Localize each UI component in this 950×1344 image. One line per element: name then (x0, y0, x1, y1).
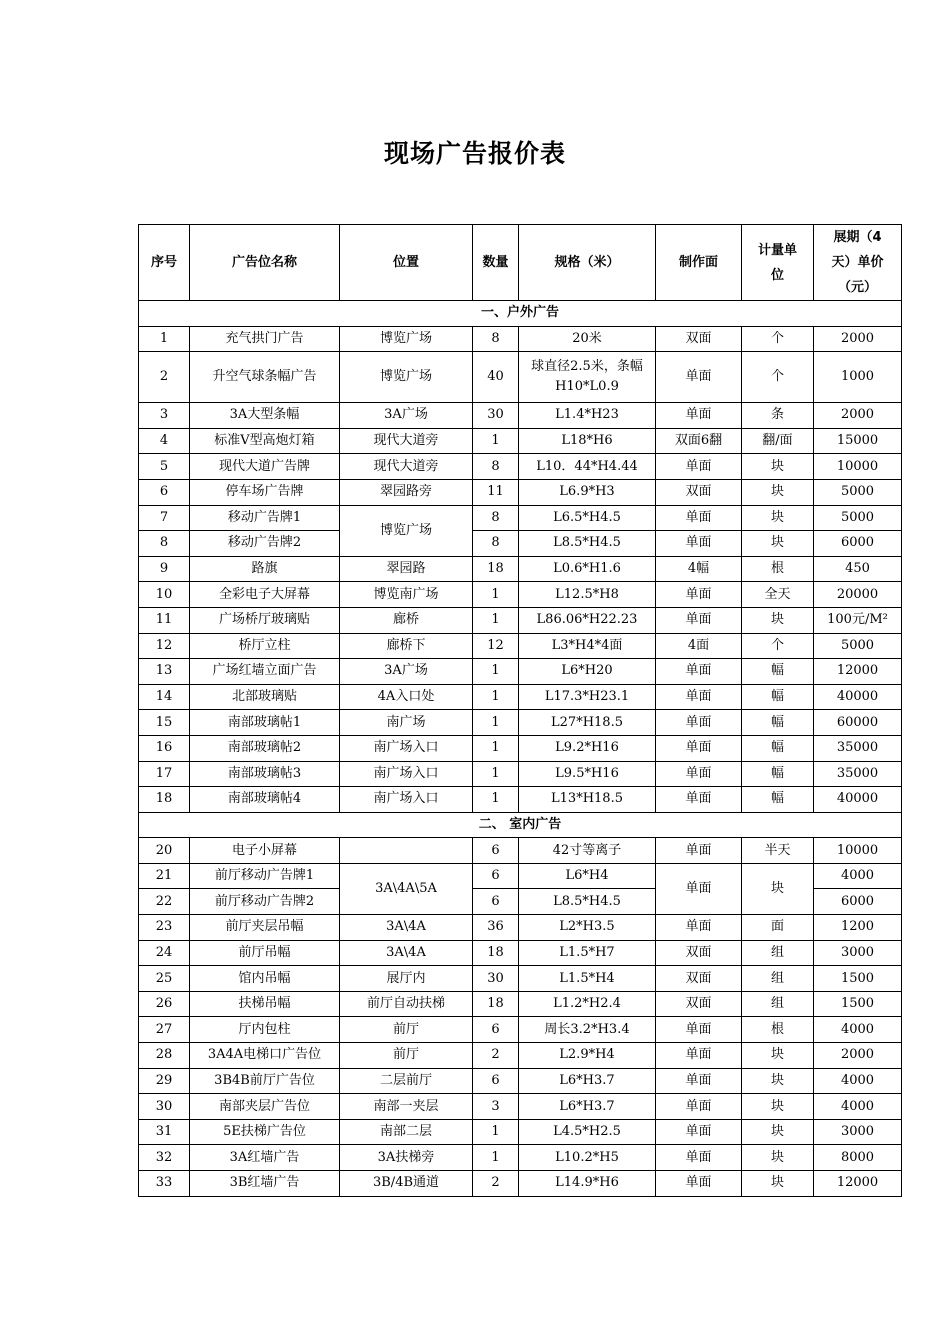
cell-qty: 30 (473, 966, 519, 992)
cell-no: 8 (139, 531, 190, 557)
cell-loc: 3A\4A (340, 915, 473, 941)
table-row (139, 556, 902, 582)
cell-loc: 南广场入口 (340, 735, 473, 761)
cell-loc: 廊桥下 (340, 633, 473, 659)
cell-name: 厅内包柱 (190, 1017, 340, 1043)
cell-side: 单面 (656, 607, 742, 633)
cell-no: 23 (139, 915, 190, 941)
cell-price: 4000 (814, 1068, 902, 1094)
cell-loc: 前厅自动扶梯 (340, 991, 473, 1017)
cell-price: 40000 (814, 684, 902, 710)
cell-side: 单面 (656, 1043, 742, 1069)
table-row (139, 735, 902, 761)
cell-name: 前厅移动广告牌2 (190, 889, 340, 915)
cell-qty: 18 (473, 940, 519, 966)
cell-name: 3A4A电梯口广告位 (190, 1043, 340, 1069)
cell-unit: 面 (742, 915, 814, 941)
cell-price: 450 (814, 556, 902, 582)
cell-qty: 36 (473, 915, 519, 941)
table-row (139, 787, 902, 813)
cell-spec: L6*H20 (519, 659, 656, 685)
cell-loc: 博览南广场 (340, 582, 473, 608)
cell-unit: 幅 (742, 710, 814, 736)
cell-unit: 幅 (742, 761, 814, 787)
cell-name: 全彩电子大屏幕 (190, 582, 340, 608)
cell-qty: 6 (473, 1068, 519, 1094)
cell-price: 1200 (814, 915, 902, 941)
cell-side: 单面 (656, 582, 742, 608)
cell-qty: 3 (473, 1094, 519, 1120)
cell-name: 3A红墙广告 (190, 1145, 340, 1171)
cell-spec: L1.4*H23 (519, 403, 656, 429)
table-row (139, 326, 902, 352)
cell-spec: L9.2*H16 (519, 735, 656, 761)
cell-side: 4面 (656, 633, 742, 659)
table-row (139, 966, 902, 992)
cell-side: 单面 (656, 352, 742, 403)
cell-no: 33 (139, 1171, 190, 1197)
cell-loc: 博览广场 (340, 505, 473, 556)
page-title: 现场广告报价表 (383, 139, 566, 168)
cell-unit: 块 (742, 454, 814, 480)
cell-side: 单面 (656, 1119, 742, 1145)
cell-side: 单面 (656, 684, 742, 710)
table-row (139, 991, 902, 1017)
cell-unit: 全天 (742, 582, 814, 608)
cell-side: 双面6翻 (656, 428, 742, 454)
cell-loc (340, 838, 473, 864)
table-row (139, 915, 902, 941)
cell-unit: 条 (742, 403, 814, 429)
cell-qty: 1 (473, 582, 519, 608)
cell-side: 双面 (656, 940, 742, 966)
cell-spec: L18*H6 (519, 428, 656, 454)
cell-unit: 幅 (742, 735, 814, 761)
cell-name: 南部玻璃帖3 (190, 761, 340, 787)
cell-price: 40000 (814, 787, 902, 813)
cell-spec: 42寸等离子 (519, 838, 656, 864)
cell-no: 21 (139, 863, 190, 889)
header-cell: 规格（米） (519, 225, 656, 301)
section-row (139, 301, 902, 327)
cell-name: 移动广告牌1 (190, 505, 340, 531)
cell-spec: L1.5*H7 (519, 940, 656, 966)
cell-loc: 南部二层 (340, 1119, 473, 1145)
cell-price: 8000 (814, 1145, 902, 1171)
cell-side: 单面 (656, 710, 742, 736)
cell-loc: 3A\4A\5A (340, 863, 473, 914)
cell-no: 12 (139, 633, 190, 659)
cell-qty: 1 (473, 735, 519, 761)
cell-name: 现代大道广告牌 (190, 454, 340, 480)
cell-name: 前厅夹层吊幅 (190, 915, 340, 941)
cell-loc: 南广场 (340, 710, 473, 736)
cell-loc: 3A扶梯旁 (340, 1145, 473, 1171)
cell-price: 60000 (814, 710, 902, 736)
cell-unit: 块 (742, 1145, 814, 1171)
cell-price: 4000 (814, 1094, 902, 1120)
cell-spec: L10.2*H5 (519, 1145, 656, 1171)
cell-spec: L12.5*H8 (519, 582, 656, 608)
cell-unit: 幅 (742, 684, 814, 710)
cell-qty: 1 (473, 1119, 519, 1145)
cell-name: 南部玻璃帖4 (190, 787, 340, 813)
cell-side: 单面 (656, 787, 742, 813)
header-cell: 数量 (473, 225, 519, 301)
cell-side: 单面 (656, 1145, 742, 1171)
cell-unit: 个 (742, 326, 814, 352)
section-label: 一、户外广告 (139, 301, 902, 327)
cell-price: 35000 (814, 761, 902, 787)
cell-loc: 现代大道旁 (340, 428, 473, 454)
cell-no: 13 (139, 659, 190, 685)
table-row (139, 454, 902, 480)
cell-unit: 块 (742, 1043, 814, 1069)
cell-side: 单面 (656, 735, 742, 761)
cell-spec: L1.5*H4 (519, 966, 656, 992)
cell-price: 4000 (814, 1017, 902, 1043)
cell-qty: 8 (473, 531, 519, 557)
cell-side: 4幅 (656, 556, 742, 582)
cell-name: 南部玻璃帖1 (190, 710, 340, 736)
cell-unit: 块 (742, 1119, 814, 1145)
cell-name: 5E扶梯广告位 (190, 1119, 340, 1145)
cell-no: 32 (139, 1145, 190, 1171)
cell-spec: 20米 (519, 326, 656, 352)
cell-price: 3000 (814, 1119, 902, 1145)
cell-loc: 南部一夹层 (340, 1094, 473, 1120)
cell-side: 单面 (656, 505, 742, 531)
cell-price: 2000 (814, 403, 902, 429)
cell-name: 扶梯吊幅 (190, 991, 340, 1017)
cell-no: 6 (139, 479, 190, 505)
cell-spec: 球直径2.5米，条幅H10*L0.9 (519, 352, 656, 403)
cell-no: 4 (139, 428, 190, 454)
cell-unit: 翻/面 (742, 428, 814, 454)
cell-name: 3B红墙广告 (190, 1171, 340, 1197)
cell-name: 北部玻璃贴 (190, 684, 340, 710)
cell-price: 4000 (814, 863, 902, 889)
cell-loc: 展厅内 (340, 966, 473, 992)
cell-qty: 8 (473, 326, 519, 352)
cell-no: 27 (139, 1017, 190, 1043)
cell-price: 6000 (814, 889, 902, 915)
cell-loc: 前厅 (340, 1017, 473, 1043)
cell-side: 单面 (656, 454, 742, 480)
cell-name: 标准V型高炮灯箱 (190, 428, 340, 454)
cell-no: 31 (139, 1119, 190, 1145)
cell-qty: 6 (473, 1017, 519, 1043)
header-cell: 位置 (340, 225, 473, 301)
table-row (139, 505, 902, 531)
cell-side: 单面 (656, 531, 742, 557)
header-row (139, 225, 902, 301)
cell-loc: 3A广场 (340, 659, 473, 685)
cell-spec: L6.9*H3 (519, 479, 656, 505)
table-row (139, 659, 902, 685)
cell-loc: 现代大道旁 (340, 454, 473, 480)
cell-qty: 1 (473, 710, 519, 736)
cell-price: 6000 (814, 531, 902, 557)
cell-no: 14 (139, 684, 190, 710)
cell-price: 35000 (814, 735, 902, 761)
cell-side: 双面 (656, 991, 742, 1017)
table-row (139, 838, 902, 864)
cell-no: 9 (139, 556, 190, 582)
cell-side: 单面 (656, 1068, 742, 1094)
cell-price: 5000 (814, 505, 902, 531)
cell-spec: L8.5*H4.5 (519, 531, 656, 557)
cell-spec: L3*H4*4面 (519, 633, 656, 659)
cell-side: 单面 (656, 838, 742, 864)
cell-unit: 块 (742, 607, 814, 633)
cell-price: 5000 (814, 479, 902, 505)
cell-unit: 块 (742, 531, 814, 557)
cell-no: 24 (139, 940, 190, 966)
cell-qty: 30 (473, 403, 519, 429)
header-cell: 序号 (139, 225, 190, 301)
cell-qty: 1 (473, 761, 519, 787)
cell-loc: 3A广场 (340, 403, 473, 429)
cell-loc: 翠园路 (340, 556, 473, 582)
cell-no: 29 (139, 1068, 190, 1094)
header-cell: 广告位名称 (190, 225, 340, 301)
cell-name: 前厅移动广告牌1 (190, 863, 340, 889)
cell-loc: 南广场入口 (340, 787, 473, 813)
cell-qty: 2 (473, 1171, 519, 1197)
section-row (139, 812, 902, 838)
cell-loc: 廊桥 (340, 607, 473, 633)
cell-price: 2000 (814, 1043, 902, 1069)
cell-side: 单面 (656, 659, 742, 685)
cell-name: 升空气球条幅广告 (190, 352, 340, 403)
cell-side: 单面 (656, 1017, 742, 1043)
cell-no: 16 (139, 735, 190, 761)
cell-no: 11 (139, 607, 190, 633)
cell-price: 20000 (814, 582, 902, 608)
cell-name: 南部夹层广告位 (190, 1094, 340, 1120)
cell-no: 5 (139, 454, 190, 480)
cell-price: 12000 (814, 659, 902, 685)
cell-price: 15000 (814, 428, 902, 454)
cell-no: 7 (139, 505, 190, 531)
cell-qty: 1 (473, 428, 519, 454)
cell-name: 前厅吊幅 (190, 940, 340, 966)
cell-name: 电子小屏幕 (190, 838, 340, 864)
cell-price: 12000 (814, 1171, 902, 1197)
cell-side: 双面 (656, 326, 742, 352)
cell-name: 移动广告牌2 (190, 531, 340, 557)
cell-spec: L6*H3.7 (519, 1068, 656, 1094)
cell-name: 3A大型条幅 (190, 403, 340, 429)
table-row (139, 403, 902, 429)
cell-no: 26 (139, 991, 190, 1017)
cell-no: 18 (139, 787, 190, 813)
table-row (139, 479, 902, 505)
table-row (139, 684, 902, 710)
section-label: 二、 室内广告 (139, 812, 902, 838)
cell-side: 单面 (656, 403, 742, 429)
table-row (139, 352, 902, 403)
table-row (139, 940, 902, 966)
cell-unit: 个 (742, 352, 814, 403)
cell-spec: L0.6*H1.6 (519, 556, 656, 582)
table-row (139, 607, 902, 633)
cell-name: 充气拱门广告 (190, 326, 340, 352)
cell-loc: 南广场入口 (340, 761, 473, 787)
cell-side: 单面 (656, 1171, 742, 1197)
cell-no: 17 (139, 761, 190, 787)
cell-unit: 根 (742, 556, 814, 582)
cell-qty: 12 (473, 633, 519, 659)
cell-unit: 幅 (742, 659, 814, 685)
cell-spec: 周长3.2*H3.4 (519, 1017, 656, 1043)
cell-unit: 组 (742, 966, 814, 992)
header-cell: 展期（4天）单价（元） (814, 225, 902, 301)
cell-name: 馆内吊幅 (190, 966, 340, 992)
cell-unit: 根 (742, 1017, 814, 1043)
cell-qty: 8 (473, 505, 519, 531)
cell-qty: 18 (473, 991, 519, 1017)
table-row (139, 1171, 902, 1197)
cell-spec: L10．44*H4.44 (519, 454, 656, 480)
header-cell: 制作面 (656, 225, 742, 301)
table-row (139, 633, 902, 659)
cell-spec: L86.06*H22.23 (519, 607, 656, 633)
cell-unit: 块 (742, 1171, 814, 1197)
cell-price: 1000 (814, 352, 902, 403)
cell-price: 10000 (814, 454, 902, 480)
cell-name: 桥厅立柱 (190, 633, 340, 659)
cell-spec: L6.5*H4.5 (519, 505, 656, 531)
cell-name: 广场桥厅玻璃贴 (190, 607, 340, 633)
cell-price: 3000 (814, 940, 902, 966)
cell-loc: 二层前厅 (340, 1068, 473, 1094)
cell-side: 单面 (656, 761, 742, 787)
cell-price: 2000 (814, 326, 902, 352)
cell-name: 南部玻璃帖2 (190, 735, 340, 761)
cell-price: 10000 (814, 838, 902, 864)
cell-unit: 块 (742, 1068, 814, 1094)
cell-qty: 2 (473, 1043, 519, 1069)
cell-spec: L2*H3.5 (519, 915, 656, 941)
cell-no: 3 (139, 403, 190, 429)
cell-side: 单面 (656, 863, 742, 914)
cell-no: 15 (139, 710, 190, 736)
cell-qty: 6 (473, 889, 519, 915)
cell-loc: 3A\4A (340, 940, 473, 966)
cell-no: 20 (139, 838, 190, 864)
cell-side: 单面 (656, 1094, 742, 1120)
table-row (139, 1119, 902, 1145)
cell-qty: 8 (473, 454, 519, 480)
cell-name: 停车场广告牌 (190, 479, 340, 505)
cell-name: 广场红墙立面广告 (190, 659, 340, 685)
cell-side: 单面 (656, 915, 742, 941)
cell-qty: 6 (473, 863, 519, 889)
cell-spec: L17.3*H23.1 (519, 684, 656, 710)
cell-unit: 个 (742, 633, 814, 659)
cell-qty: 18 (473, 556, 519, 582)
cell-spec: L9.5*H16 (519, 761, 656, 787)
header-cell: 计量单位 (742, 225, 814, 301)
cell-loc: 博览广场 (340, 352, 473, 403)
cell-spec: L2.9*H4 (519, 1043, 656, 1069)
cell-spec: L1.2*H2.4 (519, 991, 656, 1017)
cell-unit: 块 (742, 505, 814, 531)
cell-no: 10 (139, 582, 190, 608)
table-row (139, 863, 902, 889)
cell-side: 双面 (656, 479, 742, 505)
cell-qty: 1 (473, 684, 519, 710)
cell-spec: L6*H4 (519, 863, 656, 889)
table-row (139, 1068, 902, 1094)
cell-spec: L27*H18.5 (519, 710, 656, 736)
table-row (139, 761, 902, 787)
cell-qty: 1 (473, 659, 519, 685)
cell-loc: 博览广场 (340, 326, 473, 352)
cell-name: 路旗 (190, 556, 340, 582)
cell-unit: 块 (742, 863, 814, 914)
price-table (138, 224, 902, 1197)
cell-spec: L14.9*H6 (519, 1171, 656, 1197)
cell-price: 1500 (814, 966, 902, 992)
cell-no: 28 (139, 1043, 190, 1069)
cell-price: 1500 (814, 991, 902, 1017)
cell-unit: 块 (742, 479, 814, 505)
cell-qty: 1 (473, 1145, 519, 1171)
cell-no: 2 (139, 352, 190, 403)
cell-price: 5000 (814, 633, 902, 659)
cell-spec: L13*H18.5 (519, 787, 656, 813)
cell-qty: 11 (473, 479, 519, 505)
cell-no: 22 (139, 889, 190, 915)
table-row (139, 1017, 902, 1043)
cell-qty: 1 (473, 787, 519, 813)
cell-spec: L6*H3.7 (519, 1094, 656, 1120)
table-row (139, 1145, 902, 1171)
cell-unit: 半天 (742, 838, 814, 864)
cell-loc: 前厅 (340, 1043, 473, 1069)
cell-no: 30 (139, 1094, 190, 1120)
cell-no: 25 (139, 966, 190, 992)
cell-unit: 组 (742, 940, 814, 966)
cell-qty: 6 (473, 838, 519, 864)
table-row (139, 1043, 902, 1069)
table-row (139, 582, 902, 608)
table-row (139, 531, 902, 557)
cell-no: 1 (139, 326, 190, 352)
cell-spec: L4.5*H2.5 (519, 1119, 656, 1145)
cell-name: 3B4B前厅广告位 (190, 1068, 340, 1094)
cell-price: 100元/M² (814, 607, 902, 633)
table-row (139, 428, 902, 454)
cell-qty: 1 (473, 607, 519, 633)
cell-side: 双面 (656, 966, 742, 992)
cell-loc: 3B/4B通道 (340, 1171, 473, 1197)
cell-loc: 翠园路旁 (340, 479, 473, 505)
cell-qty: 40 (473, 352, 519, 403)
cell-unit: 块 (742, 1094, 814, 1120)
cell-loc: 4A入口处 (340, 684, 473, 710)
cell-unit: 幅 (742, 787, 814, 813)
cell-spec: L8.5*H4.5 (519, 889, 656, 915)
table-row (139, 1094, 902, 1120)
table-row (139, 710, 902, 736)
cell-unit: 组 (742, 991, 814, 1017)
